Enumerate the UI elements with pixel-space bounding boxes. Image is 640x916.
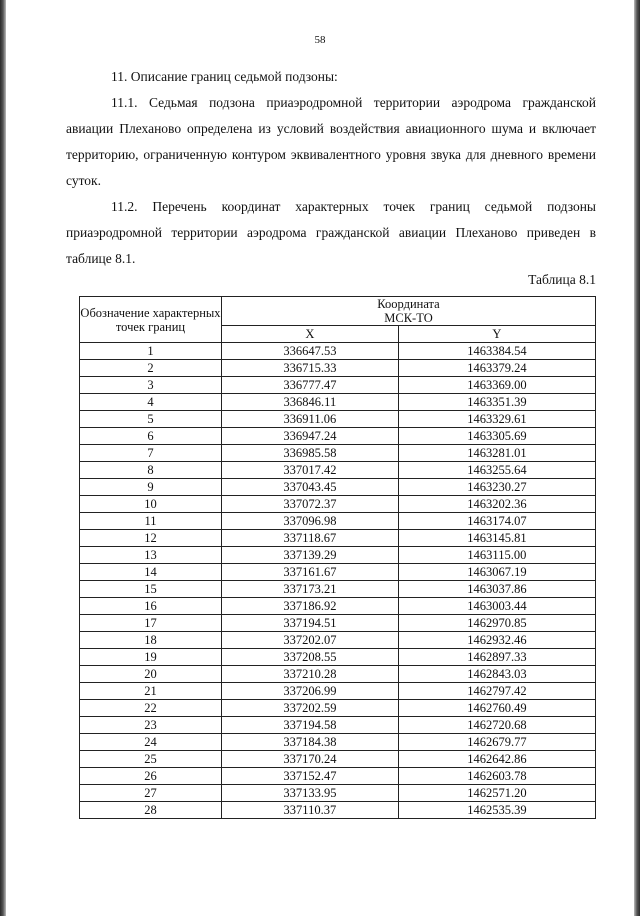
cell-point-number: 24 bbox=[80, 734, 222, 751]
table-row bbox=[80, 683, 596, 700]
paragraph-11-1: 11.1. Седьмая подзона приаэродромной территории аэродрома гражданской авиации Плеханово определена из условий воздействия авиационного шума и включает территорию, ограниченную контуром эквивалентного уровня звука для дневного времени суток. bbox=[66, 95, 596, 188]
cell-y: 1463037.86 bbox=[398, 581, 595, 598]
table-row bbox=[80, 751, 596, 768]
table-row bbox=[80, 530, 596, 547]
page-number: 58 bbox=[314, 34, 326, 46]
cell-y: 1462720.68 bbox=[398, 717, 595, 734]
cell-y: 1463174.07 bbox=[398, 513, 595, 530]
cell-point-number: 13 bbox=[80, 547, 222, 564]
cell-point-number: 22 bbox=[80, 700, 222, 717]
cell-x: 337043.45 bbox=[222, 479, 399, 496]
table-row bbox=[80, 360, 596, 377]
cell-y: 1462843.03 bbox=[398, 666, 595, 683]
cell-x: 336647.53 bbox=[222, 343, 399, 360]
cell-point-number: 4 bbox=[80, 394, 222, 411]
table-row bbox=[80, 717, 596, 734]
table-body bbox=[80, 343, 596, 819]
header-x: X bbox=[222, 326, 399, 343]
table-row bbox=[80, 785, 596, 802]
cell-point-number: 16 bbox=[80, 598, 222, 615]
cell-point-number: 28 bbox=[80, 802, 222, 819]
cell-point-number: 1 bbox=[80, 343, 222, 360]
table-row bbox=[80, 445, 596, 462]
table-row bbox=[80, 700, 596, 717]
cell-x: 337133.95 bbox=[222, 785, 399, 802]
cell-point-number: 19 bbox=[80, 649, 222, 666]
cell-y: 1463003.44 bbox=[398, 598, 595, 615]
table-row bbox=[80, 632, 596, 649]
table-row bbox=[80, 666, 596, 683]
cell-y: 1462897.33 bbox=[398, 649, 595, 666]
cell-point-number: 17 bbox=[80, 615, 222, 632]
cell-x: 336777.47 bbox=[222, 377, 399, 394]
scan-border-right bbox=[634, 0, 640, 916]
header-coordinate bbox=[222, 297, 596, 326]
table-row bbox=[80, 734, 596, 751]
table-caption: Таблица 8.1 bbox=[528, 272, 596, 287]
cell-point-number: 26 bbox=[80, 768, 222, 785]
cell-x: 337202.59 bbox=[222, 700, 399, 717]
scan-border-left bbox=[0, 0, 6, 916]
cell-y: 1462760.49 bbox=[398, 700, 595, 717]
cell-y: 1462797.42 bbox=[398, 683, 595, 700]
cell-point-number: 23 bbox=[80, 717, 222, 734]
table-row bbox=[80, 394, 596, 411]
table-row bbox=[80, 411, 596, 428]
cell-x: 337118.67 bbox=[222, 530, 399, 547]
coordinates-table bbox=[79, 296, 596, 819]
table-row bbox=[80, 343, 596, 360]
section-heading: 11. Описание границ седьмой подзоны: bbox=[111, 69, 338, 84]
table-row bbox=[80, 802, 596, 819]
cell-point-number: 14 bbox=[80, 564, 222, 581]
cell-x: 336911.06 bbox=[222, 411, 399, 428]
cell-x: 336715.33 bbox=[222, 360, 399, 377]
header-coordinate-line2: МСК-ТО bbox=[384, 311, 433, 325]
cell-y: 1462603.78 bbox=[398, 768, 595, 785]
cell-y: 1463329.61 bbox=[398, 411, 595, 428]
table-row bbox=[80, 768, 596, 785]
cell-y: 1463115.00 bbox=[398, 547, 595, 564]
cell-point-number: 18 bbox=[80, 632, 222, 649]
cell-point-number: 15 bbox=[80, 581, 222, 598]
cell-x: 337152.47 bbox=[222, 768, 399, 785]
cell-point-number: 5 bbox=[80, 411, 222, 428]
table-row bbox=[80, 615, 596, 632]
cell-x: 337139.29 bbox=[222, 547, 399, 564]
cell-x: 336985.58 bbox=[222, 445, 399, 462]
cell-y: 1462642.86 bbox=[398, 751, 595, 768]
table-row bbox=[80, 479, 596, 496]
cell-y: 1463145.81 bbox=[398, 530, 595, 547]
cell-point-number: 27 bbox=[80, 785, 222, 802]
cell-x: 336846.11 bbox=[222, 394, 399, 411]
cell-point-number: 2 bbox=[80, 360, 222, 377]
cell-x: 337208.55 bbox=[222, 649, 399, 666]
cell-x: 337096.98 bbox=[222, 513, 399, 530]
table-row bbox=[80, 547, 596, 564]
cell-x: 337170.24 bbox=[222, 751, 399, 768]
cell-y: 1463351.39 bbox=[398, 394, 595, 411]
table-row bbox=[80, 564, 596, 581]
cell-y: 1462571.20 bbox=[398, 785, 595, 802]
header-designation: Обозначение характерных точек границ bbox=[80, 297, 222, 343]
cell-point-number: 11 bbox=[80, 513, 222, 530]
cell-x: 337206.99 bbox=[222, 683, 399, 700]
cell-x: 337110.37 bbox=[222, 802, 399, 819]
cell-x: 337161.67 bbox=[222, 564, 399, 581]
cell-point-number: 3 bbox=[80, 377, 222, 394]
header-coordinate-line1: Координата bbox=[377, 297, 440, 311]
table-row bbox=[80, 598, 596, 615]
cell-y: 1463202.36 bbox=[398, 496, 595, 513]
table-row bbox=[80, 428, 596, 445]
cell-point-number: 20 bbox=[80, 666, 222, 683]
table-row bbox=[80, 513, 596, 530]
cell-point-number: 10 bbox=[80, 496, 222, 513]
table-row bbox=[80, 462, 596, 479]
cell-y: 1463230.27 bbox=[398, 479, 595, 496]
cell-y: 1463067.19 bbox=[398, 564, 595, 581]
header-y: Y bbox=[398, 326, 595, 343]
cell-point-number: 9 bbox=[80, 479, 222, 496]
cell-y: 1462970.85 bbox=[398, 615, 595, 632]
table-row bbox=[80, 377, 596, 394]
cell-y: 1463384.54 bbox=[398, 343, 595, 360]
cell-y: 1462535.39 bbox=[398, 802, 595, 819]
cell-y: 1462679.77 bbox=[398, 734, 595, 751]
cell-point-number: 21 bbox=[80, 683, 222, 700]
cell-y: 1462932.46 bbox=[398, 632, 595, 649]
cell-x: 337210.28 bbox=[222, 666, 399, 683]
cell-x: 337186.92 bbox=[222, 598, 399, 615]
cell-point-number: 6 bbox=[80, 428, 222, 445]
cell-y: 1463281.01 bbox=[398, 445, 595, 462]
cell-y: 1463379.24 bbox=[398, 360, 595, 377]
cell-x: 336947.24 bbox=[222, 428, 399, 445]
paragraph-11-2: 11.2. Перечень координат характерных точек границ седьмой подзоны приаэродромной территории аэродрома гражданской авиации Плеханово приведен в таблице 8.1. bbox=[66, 199, 596, 266]
cell-x: 337072.37 bbox=[222, 496, 399, 513]
cell-point-number: 8 bbox=[80, 462, 222, 479]
cell-y: 1463305.69 bbox=[398, 428, 595, 445]
cell-x: 337194.58 bbox=[222, 717, 399, 734]
cell-x: 337173.21 bbox=[222, 581, 399, 598]
table-row bbox=[80, 649, 596, 666]
cell-point-number: 12 bbox=[80, 530, 222, 547]
cell-x: 337017.42 bbox=[222, 462, 399, 479]
cell-y: 1463369.00 bbox=[398, 377, 595, 394]
cell-x: 337194.51 bbox=[222, 615, 399, 632]
cell-y: 1463255.64 bbox=[398, 462, 595, 479]
cell-point-number: 25 bbox=[80, 751, 222, 768]
cell-point-number: 7 bbox=[80, 445, 222, 462]
cell-x: 337184.38 bbox=[222, 734, 399, 751]
table-row bbox=[80, 581, 596, 598]
table-row bbox=[80, 496, 596, 513]
cell-x: 337202.07 bbox=[222, 632, 399, 649]
